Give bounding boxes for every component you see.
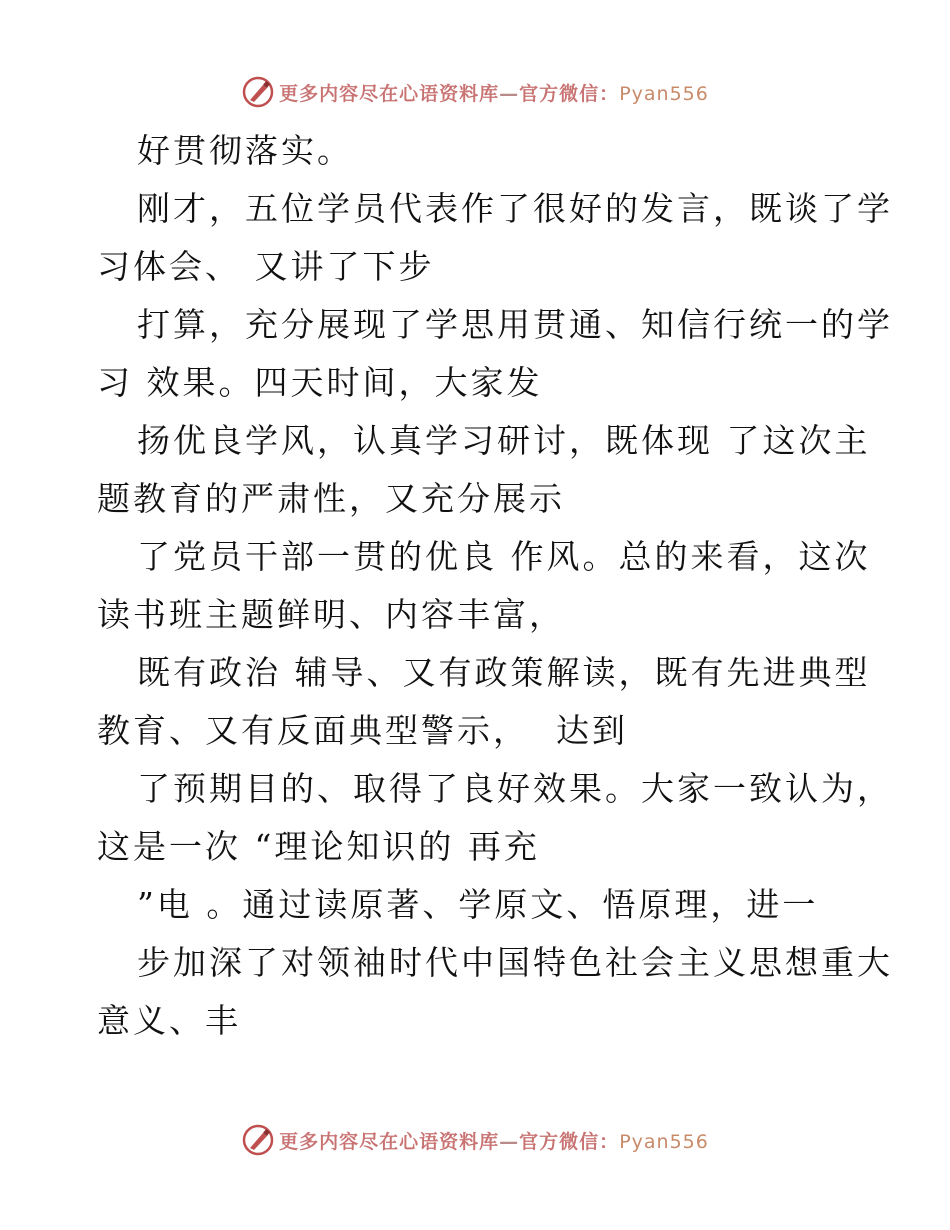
banner-wechat-id: Pyan556 (619, 1130, 709, 1153)
text-line: 题教育的严肃性，又充分展示 (97, 479, 565, 518)
text-line: 打算，充分展现了学思用贯通、知信行统一的学 (137, 305, 893, 344)
text-line: 了党员干部一贯的优良 作风。总的来看，这次 (137, 537, 871, 576)
text-line: 既有政治 辅导、又有政策解读，既有先进典型 (137, 653, 871, 692)
banner-wechat-label: 官方微信： (519, 82, 620, 105)
banner-wechat-id: Pyan556 (619, 82, 709, 105)
banner-text (279, 1127, 709, 1154)
banner-wechat-label: 官方微信： (519, 1130, 620, 1153)
text-line: 意义、丰 (97, 1001, 241, 1040)
banner-separator: — (499, 1130, 520, 1153)
pen-logo-icon (241, 1123, 275, 1157)
banner-text (279, 79, 709, 106)
banner-separator: — (499, 82, 520, 105)
document-body (97, 122, 893, 1050)
banner-main-text: 更多内容尽在心语资料库 (279, 82, 500, 105)
header-banner (0, 72, 950, 112)
text-line: 教育、又有反面典型警示， 达到 (97, 711, 628, 750)
text-line: 习体会、 又讲了下步 (97, 247, 435, 286)
text-line: 步加深了对领袖时代中国特色社会主义思想重大 (137, 943, 893, 982)
text-line: 读书班主题鲜明、内容丰富， (97, 595, 565, 634)
text-line: 这是一次 “理论知识的 再充 (97, 827, 540, 866)
text-line: ”电 。通过读原著、学原文、悟原理，进一 (137, 885, 819, 924)
text-line: 刚才，五位学员代表作了很好的发言，既谈了学 (137, 189, 893, 228)
text-line: 扬优良学风，认真学习研讨，既体现 了这次主 (137, 421, 871, 460)
text-line: 习 效果。四天时间，大家发 (97, 363, 543, 402)
text-line: 了预期目的、取得了良好效果。大家一致认为， (137, 769, 893, 808)
text-line: 好贯彻落实。 (137, 131, 353, 170)
pen-logo-icon (241, 75, 275, 109)
footer-banner (0, 1120, 950, 1160)
banner-main-text: 更多内容尽在心语资料库 (279, 1130, 500, 1153)
